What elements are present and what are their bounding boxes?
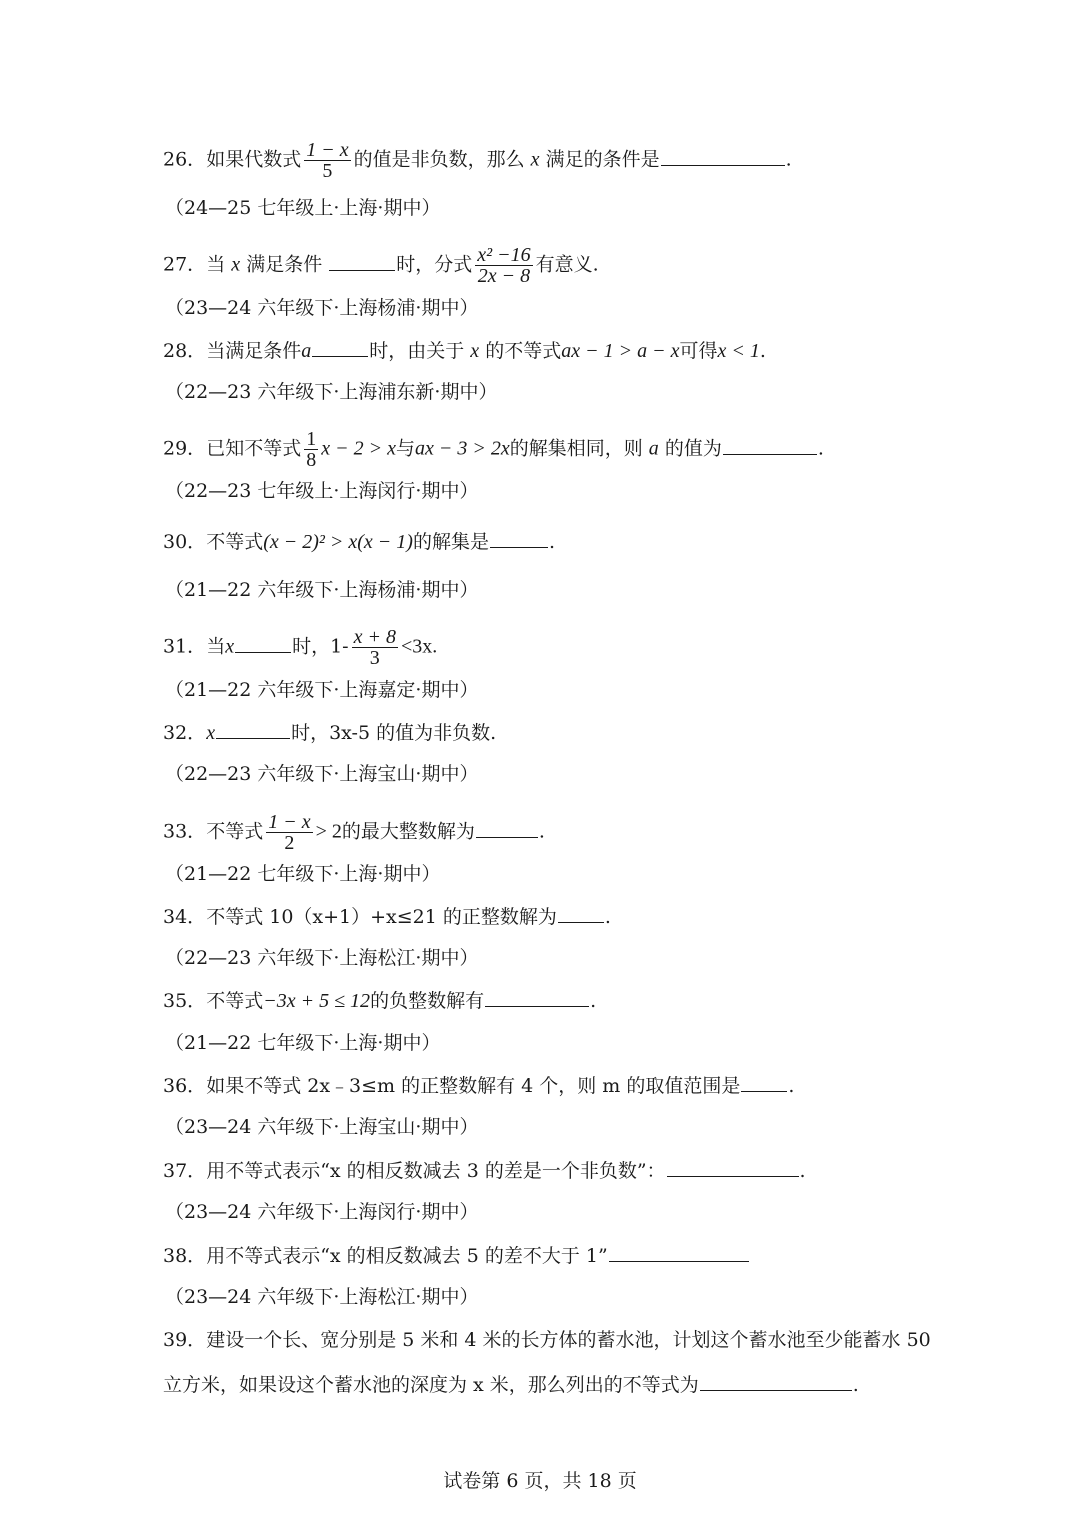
math-expression: (x − 2)² > x(x − 1) [263,531,413,553]
question-text: 的值是非负数，那么 [353,148,525,171]
source-35: （21—22 七年级下·上海·期中） [165,1032,441,1054]
fraction-numerator: x + 8 [353,626,396,648]
period: . [852,1374,859,1396]
answer-blank[interactable] [490,529,548,548]
answer-blank[interactable] [312,338,368,357]
question-32 [163,720,496,745]
answer-blank[interactable] [609,1243,749,1262]
question-number: 28． [163,340,207,362]
question-37 [163,1158,806,1183]
answer-blank[interactable] [661,147,785,166]
question-text: 立方米，如果设这个蓄水池的深度为 x 米，那么列出的不等式为 [163,1374,699,1396]
question-text: 如果不等式 2x﹣3≤m 的正整数解有 4 个，则 m 的取值范围是 [206,1075,741,1097]
question-number: 27． [163,253,207,276]
math-expression: x − 2 > x [321,437,396,460]
question-text: 时，1- [292,635,349,658]
period: . [759,340,766,362]
math-expression: x < 1 [717,340,760,362]
variable: x [225,635,235,658]
question-text: 时，3x-5 的值为非负数. [291,722,497,744]
fraction-denominator: 2 [284,832,295,854]
question-text: 的最大整数解为 [341,820,475,843]
math-expression: ax − 3 > 2x [414,437,510,460]
question-number: 33． [163,820,207,843]
period: . [548,531,556,553]
question-number: 38． [163,1245,207,1267]
fraction [352,627,398,668]
question-number: 31． [163,635,207,658]
question-text: 的不等式 [485,340,562,362]
question-36 [163,1073,794,1098]
variable: a [301,340,312,362]
variable: x [231,253,241,276]
fraction-numerator: 1 − x [306,139,349,161]
question-text: 当 [206,635,226,658]
question-text: 的解集是 [412,531,489,553]
question-33 [163,812,545,853]
fraction [304,429,318,470]
question-number: 34． [163,906,207,928]
fraction [304,140,350,181]
math-expression: −3x + 5 ≤ 12 [263,990,371,1012]
period: . [785,148,792,171]
question-30 [163,529,555,554]
question-34 [163,904,611,929]
question-text: 可得 [679,340,718,362]
fraction-numerator: 1 − x [268,811,311,833]
question-38 [163,1243,750,1268]
question-text: 不等式 10（x+1）+x≤21 的正整数解为 [206,906,557,928]
variable: x [470,340,480,362]
fraction [475,245,532,286]
question-text: 如果代数式 [206,148,302,171]
question-text: 与 [395,437,415,460]
question-text: 不等式 [206,531,264,553]
question-text: 已知不等式 [206,437,302,460]
source-30: （21—22 六年级下·上海杨浦·期中） [165,579,479,601]
question-39-line-2 [163,1372,859,1397]
source-31: （21—22 六年级下·上海嘉定·期中） [165,679,479,701]
source-33: （21—22 七年级下·上海·期中） [165,863,441,885]
source-37: （23—24 六年级下·上海闵行·期中） [165,1201,479,1223]
question-39 [163,1328,931,1352]
question-number: 36． [163,1075,207,1097]
source-32: （22—23 六年级下·上海宝山·期中） [165,763,479,785]
fraction-numerator: x² −16 [477,244,531,266]
question-number: 32． [163,722,207,744]
variable: x [530,148,540,171]
source-38: （23—24 六年级下·上海松江·期中） [165,1286,479,1308]
question-26 [163,140,792,181]
math-expression: <3x. [400,635,438,658]
answer-blank[interactable] [723,436,817,455]
page-footer: 试卷第 6 页，共 18 页 [443,1470,637,1492]
source-36: （23—24 六年级下·上海宝山·期中） [165,1116,479,1138]
question-text: 建设一个长、宽分别是 5 米和 4 米的长方体的蓄水池，计划这个蓄水池至少能蓄水 50 [206,1329,931,1351]
fraction-denominator: 2x − 8 [477,265,531,287]
fraction-denominator: 5 [322,160,333,182]
answer-blank[interactable] [558,904,604,923]
question-text: 当满足条件 [206,340,302,362]
question-text: 时，由关于 [369,340,465,362]
question-number: 29． [163,437,207,460]
period: . [604,906,611,928]
question-number: 37． [163,1160,207,1182]
answer-blank[interactable] [485,988,589,1007]
answer-blank[interactable] [667,1158,799,1177]
question-29 [163,429,824,470]
fraction-denominator: 8 [306,449,317,471]
question-number: 35． [163,990,207,1012]
answer-blank[interactable] [700,1372,852,1391]
source-26: （24—25 七年级上·上海·期中） [165,197,441,219]
question-text: 不等式 [206,990,264,1012]
question-27 [163,245,599,286]
fraction-numerator: 1 [306,428,317,450]
source-29: （22—23 七年级上·上海闵行·期中） [165,480,479,502]
answer-blank[interactable] [476,819,538,838]
question-35 [163,988,596,1013]
answer-blank[interactable] [329,252,395,271]
period: . [788,1075,795,1097]
question-31 [163,627,437,668]
math-expression: > 2 [315,820,342,843]
source-34: （22—23 六年级下·上海松江·期中） [165,947,479,969]
source-27: （23—24 六年级下·上海杨浦·期中） [165,297,479,319]
answer-blank[interactable] [216,720,290,739]
source-28: （22—23 六年级下·上海浦东新·期中） [165,381,498,403]
question-number: 30． [163,531,207,553]
question-text: 当 [206,253,226,276]
period: . [590,990,597,1012]
question-number: 39． [163,1329,207,1351]
period: . [817,437,824,460]
math-expression: ax − 1 > a − x [561,340,680,362]
question-text: 用不等式表示“x 的相反数减去 3 的差是一个非负数”： [206,1160,666,1182]
question-text: 时，分式 [396,253,473,276]
question-text: 有意义. [535,253,599,276]
variable: x [206,722,216,744]
question-number: 26． [163,148,207,171]
question-text: 的解集相同，则 [509,437,643,460]
variable: a [648,437,659,460]
question-text: 满足条件 [246,253,329,276]
fraction [266,812,312,853]
period: . [799,1160,806,1182]
question-28 [163,338,766,363]
answer-blank[interactable] [741,1073,787,1092]
question-text: 满足的条件是 [545,148,660,171]
fraction-denominator: 3 [369,647,380,669]
period: . [538,820,545,843]
question-text: 不等式 [206,820,264,843]
question-text: 的负整数解有 [370,990,485,1012]
question-text: 用不等式表示“x 的相反数减去 5 的差不大于 1” [206,1245,608,1267]
answer-blank[interactable] [235,634,291,653]
question-text: 的值为 [664,437,722,460]
